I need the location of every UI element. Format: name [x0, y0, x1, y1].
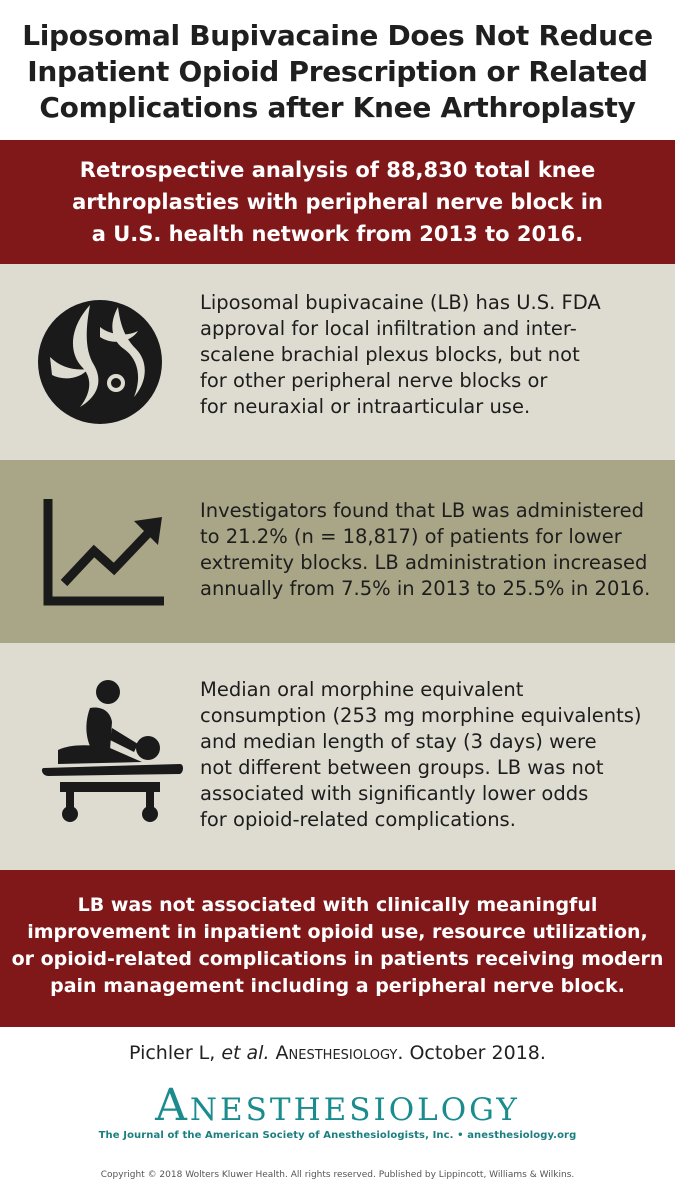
conclusion-line: improvement in inpatient opioid use, resource utilization,	[27, 921, 648, 943]
panel-lb-administration	[0, 460, 675, 643]
panel-text-line: scalene brachial plexus blocks, but not	[200, 343, 580, 366]
summary-line: arthroplasties with peripheral nerve block in	[72, 190, 603, 214]
panel-outcomes	[0, 643, 675, 870]
conclusion-line: or opioid-related complications in patients receiving modern	[11, 948, 664, 970]
panel-text-line: Median oral morphine equivalent	[200, 678, 524, 701]
panel-text-line: to 21.2% (n = 18,817) of patients for lower	[200, 525, 622, 548]
citation-journal: Anesthesiology	[275, 1042, 398, 1064]
summary-line: Retrospective analysis of 88,830 total knee	[79, 158, 596, 182]
panel-text-line: extremity blocks. LB administration increased	[200, 551, 648, 574]
trend-up-chart-icon	[30, 495, 170, 614]
logo-subtitle: The Journal of the American Society of Anesthesiologists, Inc. • anesthesiology.org	[98, 1130, 577, 1141]
page-title	[0, 18, 675, 138]
panel-text-line: for opioid-related complications.	[200, 808, 516, 831]
panel-text-line: for neuraxial or intraarticular use.	[200, 395, 531, 418]
panel-text-line: for other peripheral nerve blocks or	[200, 369, 548, 392]
anesthesiology-seal-icon	[30, 297, 170, 431]
conclusion-line: LB was not associated with clinically meaningful	[77, 894, 598, 916]
conclusion-line: pain management including a peripheral nerve block.	[50, 975, 625, 997]
panel-text-line: Investigators found that LB was administered	[200, 499, 645, 522]
citation-date: . October 2018.	[397, 1042, 546, 1064]
patient-on-gurney-icon	[30, 678, 190, 832]
journal-logo	[0, 1082, 675, 1141]
title-line: Liposomal Bupivacaine Does Not Reduce	[22, 19, 653, 52]
citation-etal: et al.	[221, 1042, 270, 1064]
conclusion-band	[0, 870, 675, 1027]
title-line: Inpatient Opioid Prescription or Related	[27, 55, 648, 88]
panel-text-line: consumption (253 mg morphine equivalents)	[200, 704, 642, 727]
summary-band	[0, 140, 675, 264]
panel-fda-approval	[0, 264, 675, 460]
panel-text-line: and median length of stay (3 days) were	[200, 730, 597, 753]
copyright-notice: Copyright © 2018 Wolters Kluwer Health. All rights reserved. Published by Lippincott, Williams & Wilkins.	[100, 1170, 575, 1180]
panel-text-line: associated with significantly lower odds	[200, 782, 589, 805]
title-line: Complications after Knee Arthroplasty	[39, 91, 636, 124]
panel-text-line: Liposomal bupivacaine (LB) has U.S. FDA	[200, 291, 601, 314]
citation	[0, 1042, 675, 1064]
citation-authors: Pichler L,	[129, 1042, 216, 1064]
logo-wordmark: Anesthesiology	[155, 1080, 520, 1131]
panel-text-line: approval for local infiltration and inter-	[200, 317, 577, 340]
summary-line: a U.S. health network from 2013 to 2016.	[91, 222, 584, 246]
panel-text-line: not different between groups. LB was not	[200, 756, 604, 779]
panel-text-line: annually from 7.5% in 2013 to 25.5% in 2016.	[200, 577, 651, 600]
